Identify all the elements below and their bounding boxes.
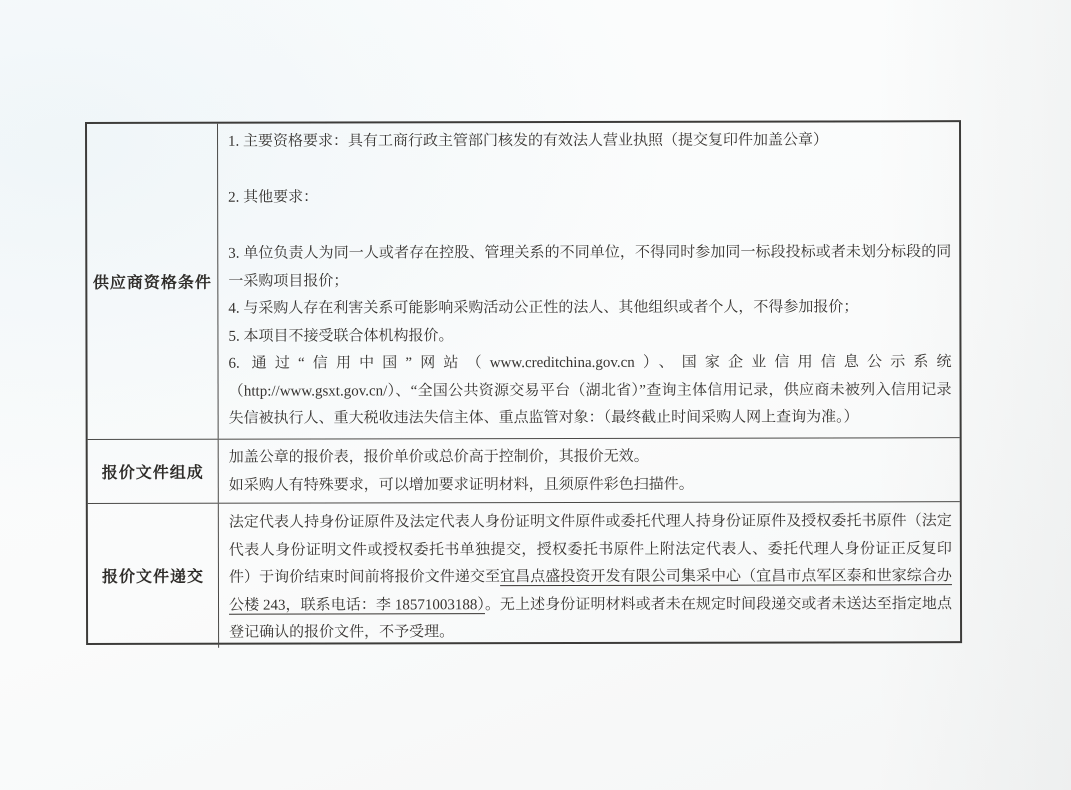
row-label-quotation-composition: 报价文件组成 xyxy=(88,440,219,503)
submission-address-underlined: 宜昌点盛投资开发有限公司集采中心（宜昌市点军区泰和世家综合办公楼 243，联系电话：李 18571003188） xyxy=(228,568,952,614)
table-row-quotation-composition xyxy=(88,438,960,504)
row-content-supplier-qualifications xyxy=(218,122,960,439)
submission-text-pre: 法定代表人持身份证原件及法定代表人身份证明文件原件或委托代理人持身份证原件及授权委托书原件（法定代表人身份证明文件或授权委托书单独提交，授权委托书原件上附法定代表人、委托代理人身份证正反复印件）于询价结束时间前将报价文件递交至 xyxy=(228,513,952,586)
qualification-item-1: 1. 主要资格要求：具有工商行政主管部门核发的有效法人营业执照（提交复印件加盖公章） xyxy=(228,132,829,150)
submission-text-post: 。无上述身份证明材料或者未在规定时间段递交或者未送达至指定地点登记确认的报价文件，不予受理。 xyxy=(229,595,953,641)
row-label-supplier-qualifications: 供应商资格条件 xyxy=(87,124,219,439)
table-row-supplier-qualifications xyxy=(87,122,960,440)
row-content-quotation-composition xyxy=(219,438,960,503)
row-content-quotation-submission xyxy=(219,502,960,647)
qualification-item-4: 4. 与采购人存在利害关系可能影响采购活动公正性的法人、其他组织或者个人，不得参加报价； xyxy=(228,299,859,317)
composition-line-1: 加盖公章的报价表，报价单价或总价高于控制价，其报价无效。 xyxy=(228,448,649,466)
submission-paragraph xyxy=(229,508,952,647)
qualification-item-3: 3. 单位负责人为同一人或者存在控股、管理关系的不同单位，不得同时参加同一标段投标或者未划分标段的同一采购项目报价； xyxy=(228,244,952,290)
qualification-item-6-rest: （http://www.gsxt.gov.cn/）、“全国公共资源交易平台（湖北省）”查询主体信用记录，供应商未被列入信用记录失信被执行人、重大税收违法失信主体、重点监管对象：（最终截止时间采购人网上查询为准。） xyxy=(228,381,952,427)
row-label-quotation-submission: 报价文件递交 xyxy=(88,504,219,648)
composition-line-2: 如采购人有特殊要求，可以增加要求证明材料，且须原件彩色扫描件。 xyxy=(228,476,694,494)
table-row-quotation-submission xyxy=(88,502,960,647)
qualification-item-6-line1: 6. 通过“信用中国”网站（www.creditchina.gov.cn）、国家企业信用信息公示系统 xyxy=(228,354,952,372)
procurement-conditions-table xyxy=(85,120,962,645)
qualification-item-5: 5. 本项目不接受联合体机构报价。 xyxy=(228,327,454,345)
qualification-item-2: 2. 其他要求： xyxy=(228,189,319,206)
